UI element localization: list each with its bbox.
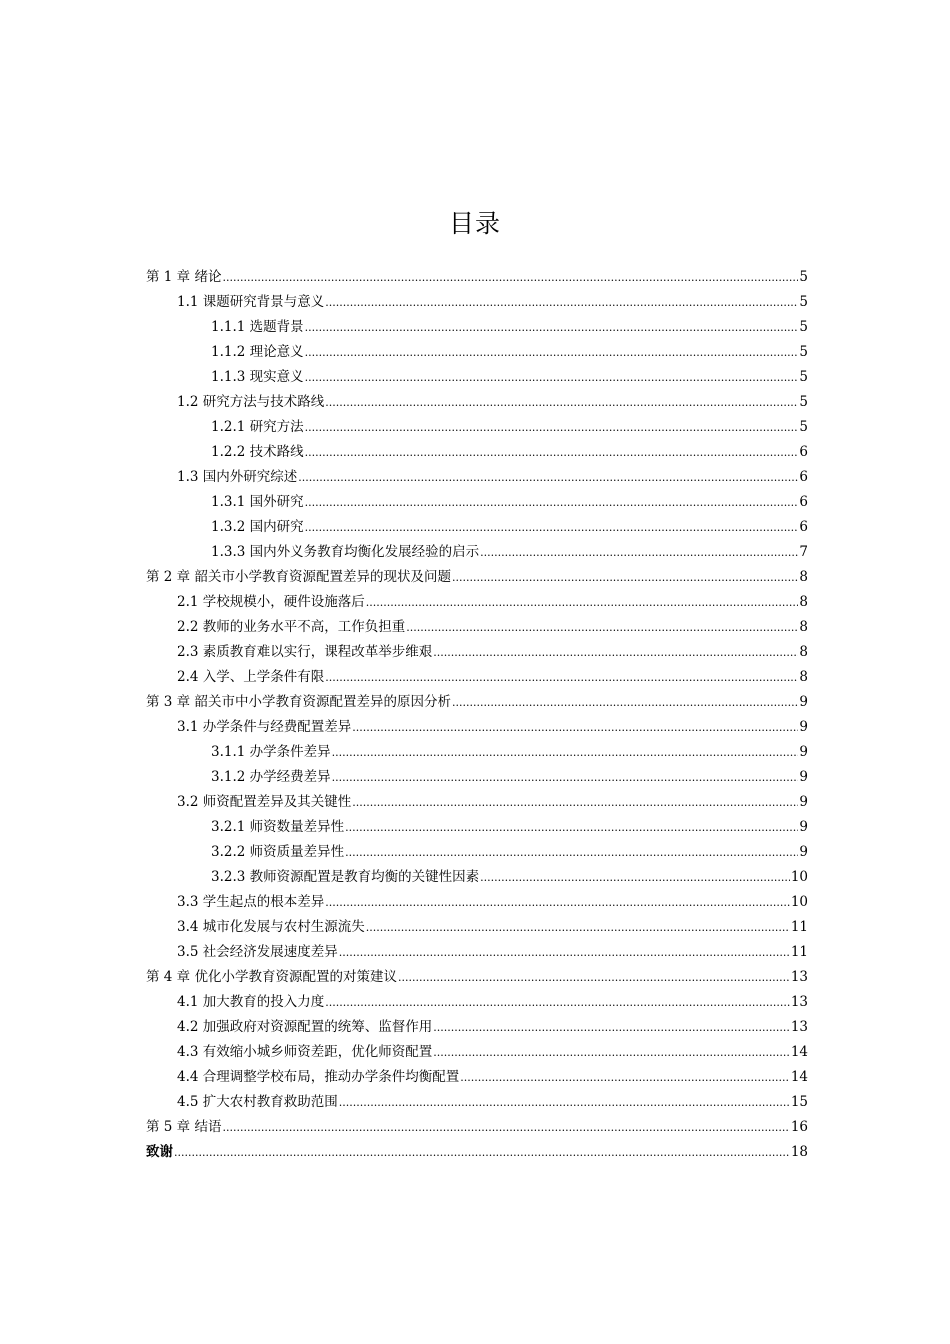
toc-entry-page-number: 8 <box>799 619 808 635</box>
toc-dot-leader <box>325 890 790 915</box>
toc-entry[interactable] <box>146 1090 808 1115</box>
toc-entry-title: 4.5 扩大农村教育救助范围 <box>177 1094 338 1110</box>
toc-entry[interactable] <box>146 615 808 640</box>
toc-entry[interactable] <box>146 865 808 890</box>
toc-entry[interactable] <box>146 765 808 790</box>
toc-entry-title: 第 3 章 韶关市中小学教育资源配置差异的原因分析 <box>146 694 451 710</box>
toc-entry[interactable] <box>146 690 808 715</box>
toc-dot-leader <box>366 915 790 940</box>
toc-entry-title: 3.1 办学条件与经费配置差异 <box>177 719 352 735</box>
toc-dot-leader <box>345 815 798 840</box>
toc-entry[interactable] <box>146 1115 808 1140</box>
toc-entry[interactable] <box>146 440 808 465</box>
toc-entry-page-number: 15 <box>790 1094 808 1110</box>
toc-entry[interactable] <box>146 590 808 615</box>
toc-entry[interactable] <box>146 365 808 390</box>
toc-dot-leader <box>222 265 798 290</box>
toc-entry-title: 1.2 研究方法与技术路线 <box>177 394 325 410</box>
toc-entry-page-number: 16 <box>790 1119 808 1135</box>
toc-dot-leader <box>305 415 799 440</box>
toc-entry[interactable] <box>146 790 808 815</box>
toc-entry[interactable] <box>146 665 808 690</box>
toc-entry[interactable] <box>146 890 808 915</box>
toc-dot-leader <box>366 590 799 615</box>
toc-dot-leader <box>480 540 798 565</box>
toc-entry[interactable] <box>146 640 808 665</box>
toc-dot-leader <box>345 840 798 865</box>
toc-entry-title: 4.2 加强政府对资源配置的统筹、监督作用 <box>177 1019 433 1035</box>
toc-entry[interactable] <box>146 1015 808 1040</box>
toc-entry-title: 1.2.1 研究方法 <box>211 419 304 435</box>
toc-entry-page-number: 5 <box>799 319 808 335</box>
toc-entry-page-number: 11 <box>790 944 808 960</box>
toc-entry-title: 3.2.2 师资质量差异性 <box>211 844 345 860</box>
toc-entry-page-number: 10 <box>790 894 808 910</box>
toc-entry-title: 致谢 <box>146 1144 173 1160</box>
toc-entry[interactable] <box>146 340 808 365</box>
toc-entry-page-number: 13 <box>790 969 808 985</box>
toc-dot-leader <box>339 940 790 965</box>
toc-entry[interactable] <box>146 715 808 740</box>
toc-dot-leader <box>305 515 799 540</box>
toc-entry[interactable] <box>146 490 808 515</box>
toc-dot-leader <box>406 615 798 640</box>
toc-dot-leader <box>352 790 798 815</box>
toc-entry-page-number: 8 <box>799 594 808 610</box>
toc-dot-leader <box>298 465 798 490</box>
toc-entry-title: 1.3.2 国内研究 <box>211 519 304 535</box>
toc-entry-title: 3.5 社会经济发展速度差异 <box>177 944 338 960</box>
toc-entry-page-number: 14 <box>790 1044 808 1060</box>
toc-entry[interactable] <box>146 990 808 1015</box>
toc-entry-page-number: 9 <box>799 844 808 860</box>
toc-entry[interactable] <box>146 390 808 415</box>
toc-dot-leader <box>452 565 798 590</box>
toc-entry-title: 第 4 章 优化小学教育资源配置的对策建议 <box>146 969 397 985</box>
toc-entry-title: 3.1.2 办学经费差异 <box>211 769 331 785</box>
toc-entry-title: 1.1.1 选题背景 <box>211 319 304 335</box>
toc-entry-page-number: 5 <box>799 394 808 410</box>
toc-entry-title: 1.1.3 现实意义 <box>211 369 304 385</box>
toc-entry-page-number: 8 <box>799 569 808 585</box>
toc-entry-title: 第 1 章 绪论 <box>146 269 222 285</box>
toc-entry-title: 1.3.1 国外研究 <box>211 494 304 510</box>
toc-dot-leader <box>398 965 790 990</box>
toc-entry-title: 3.1.1 办学条件差异 <box>211 744 331 760</box>
toc-entry-page-number: 5 <box>799 344 808 360</box>
toc-entry-title: 1.3 国内外研究综述 <box>177 469 298 485</box>
toc-entry-page-number: 5 <box>799 419 808 435</box>
toc-entry-page-number: 14 <box>790 1069 808 1085</box>
toc-entry-page-number: 18 <box>790 1144 808 1160</box>
toc-entry[interactable] <box>146 290 808 315</box>
toc-entry-title: 第 2 章 韶关市小学教育资源配置差异的现状及问题 <box>146 569 451 585</box>
toc-entry-title: 第 5 章 结语 <box>146 1119 222 1135</box>
toc-entry[interactable] <box>146 565 808 590</box>
toc-entry[interactable] <box>146 540 808 565</box>
toc-dot-leader <box>480 865 790 890</box>
toc-dot-leader <box>332 765 799 790</box>
toc-dot-leader <box>352 715 798 740</box>
toc-entry-title: 2.3 素质教育难以实行，课程改革举步维艰 <box>177 644 433 660</box>
toc-dot-leader <box>305 440 799 465</box>
toc-dot-leader <box>305 490 799 515</box>
toc-entry-page-number: 8 <box>799 669 808 685</box>
toc-entry[interactable] <box>146 1065 808 1090</box>
toc-entry-page-number: 11 <box>790 919 808 935</box>
toc-dot-leader <box>339 1090 790 1115</box>
toc-entry-title: 3.2 师资配置差异及其关键性 <box>177 794 352 810</box>
toc-entry-page-number: 9 <box>799 694 808 710</box>
toc-dot-leader <box>452 690 798 715</box>
toc-entry-page-number: 10 <box>790 869 808 885</box>
toc-entry-title: 1.3.3 国内外义务教育均衡化发展经验的启示 <box>211 544 480 560</box>
toc-dot-leader <box>325 390 798 415</box>
toc-dot-leader <box>222 1115 789 1140</box>
toc-dot-leader <box>460 1065 790 1090</box>
toc-entry-title: 1.1.2 理论意义 <box>211 344 304 360</box>
toc-entry-title: 1.2.2 技术路线 <box>211 444 304 460</box>
toc-entry[interactable] <box>146 415 808 440</box>
toc-dot-leader <box>325 990 790 1015</box>
toc-entry-page-number: 9 <box>799 744 808 760</box>
toc-entry-title: 3.2.3 教师资源配置是教育均衡的关键性因素 <box>211 869 480 885</box>
toc-dot-leader <box>433 640 798 665</box>
toc-entry-page-number: 5 <box>799 269 808 285</box>
toc-title: 目录 <box>448 209 501 238</box>
toc-entry-title: 3.3 学生起点的根本差异 <box>177 894 325 910</box>
toc-entry-page-number: 9 <box>799 794 808 810</box>
toc-entry[interactable] <box>146 840 808 865</box>
toc-entry[interactable] <box>146 515 808 540</box>
toc-dot-leader <box>305 315 799 340</box>
toc-entry-page-number: 13 <box>790 1019 808 1035</box>
toc-entry-page-number: 9 <box>799 819 808 835</box>
toc-entry-page-number: 6 <box>799 469 808 485</box>
toc-entry[interactable] <box>146 1040 808 1065</box>
toc-entry[interactable] <box>146 465 808 490</box>
toc-entry[interactable] <box>146 915 808 940</box>
toc-entry[interactable] <box>146 740 808 765</box>
toc-dot-leader <box>325 665 798 690</box>
toc-entry-title: 1.1 课题研究背景与意义 <box>177 294 325 310</box>
toc-entry[interactable] <box>146 265 808 290</box>
toc-entry[interactable] <box>146 965 808 990</box>
toc-dot-leader <box>174 1140 790 1165</box>
table-of-contents <box>146 265 808 1165</box>
toc-entry-title: 4.4 合理调整学校布局，推动办学条件均衡配置 <box>177 1069 460 1085</box>
toc-entry-page-number: 5 <box>799 294 808 310</box>
toc-entry-page-number: 13 <box>790 994 808 1010</box>
toc-entry[interactable] <box>146 815 808 840</box>
toc-entry-title: 3.4 城市化发展与农村生源流失 <box>177 919 365 935</box>
toc-entry-page-number: 9 <box>799 769 808 785</box>
toc-entry-title: 4.1 加大教育的投入力度 <box>177 994 325 1010</box>
toc-entry[interactable] <box>146 940 808 965</box>
toc-entry[interactable] <box>146 1140 808 1165</box>
toc-entry[interactable] <box>146 315 808 340</box>
toc-entry-title: 3.2.1 师资数量差异性 <box>211 819 345 835</box>
toc-entry-page-number: 5 <box>799 369 808 385</box>
toc-dot-leader <box>305 340 799 365</box>
toc-entry-page-number: 7 <box>799 544 808 560</box>
toc-dot-leader <box>305 365 799 390</box>
toc-entry-title: 4.3 有效缩小城乡师资差距，优化师资配置 <box>177 1044 433 1060</box>
toc-dot-leader <box>433 1015 790 1040</box>
toc-dot-leader <box>325 290 798 315</box>
toc-entry-page-number: 6 <box>799 519 808 535</box>
toc-entry-title: 2.2 教师的业务水平不高，工作负担重 <box>177 619 406 635</box>
toc-entry-page-number: 8 <box>799 644 808 660</box>
toc-dot-leader <box>433 1040 790 1065</box>
toc-entry-page-number: 6 <box>799 494 808 510</box>
toc-entry-title: 2.1 学校规模小，硬件设施落后 <box>177 594 365 610</box>
toc-entry-page-number: 6 <box>799 444 808 460</box>
toc-dot-leader <box>332 740 799 765</box>
toc-entry-page-number: 9 <box>799 719 808 735</box>
toc-entry-title: 2.4 入学、上学条件有限 <box>177 669 325 685</box>
